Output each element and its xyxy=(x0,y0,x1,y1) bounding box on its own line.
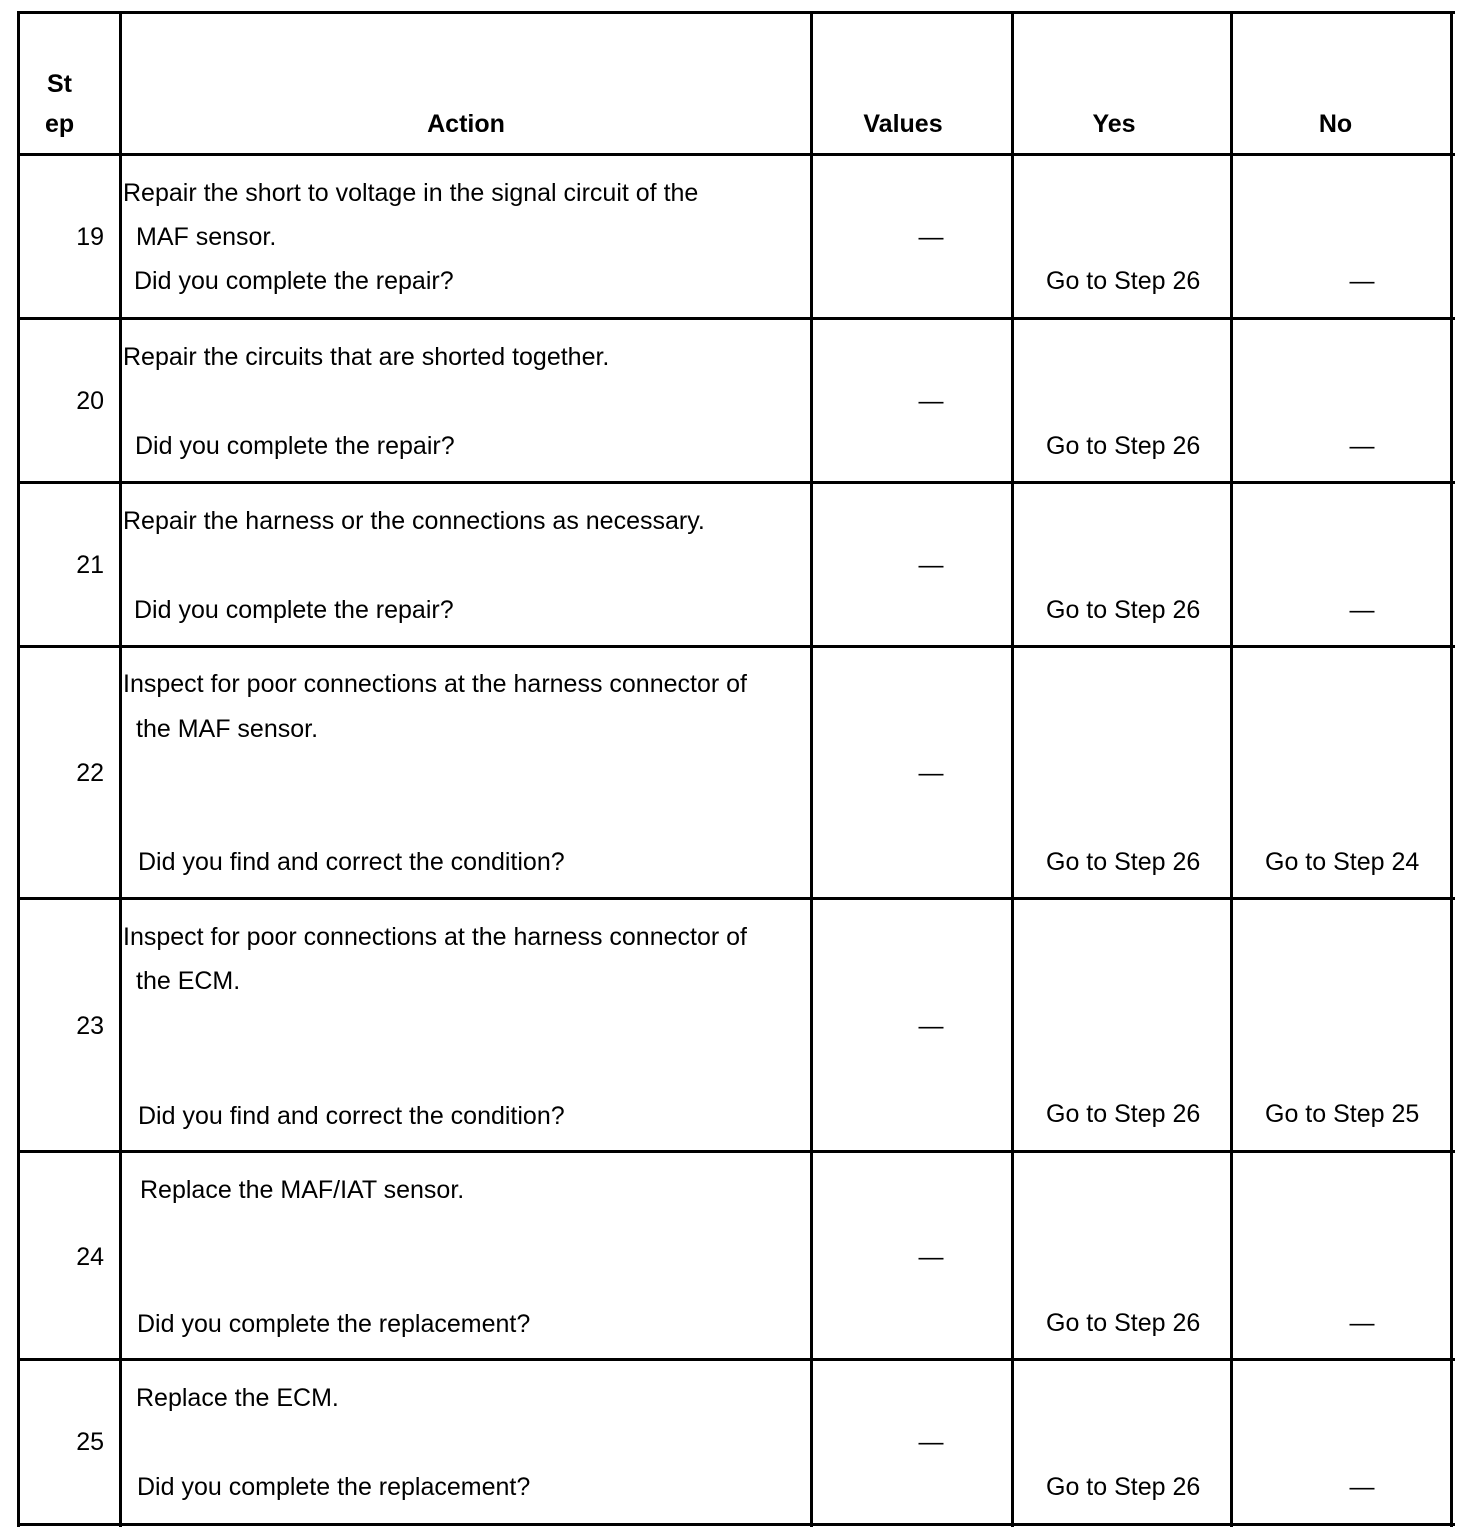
yes-cell: Go to Step 26 xyxy=(1046,1100,1201,1128)
no-cell: — xyxy=(1349,267,1375,295)
action-question: Did you find and correct the condition? xyxy=(138,848,565,876)
table-rule xyxy=(17,317,1455,320)
action-question: Did you complete the repair? xyxy=(135,432,455,460)
values-cell: — xyxy=(918,1012,944,1040)
values-cell: — xyxy=(918,551,944,579)
table-rule xyxy=(17,1358,1455,1361)
header-yes: Yes xyxy=(1092,110,1136,138)
header-values: Values xyxy=(863,110,943,138)
action-question: Did you find and correct the condition? xyxy=(138,1102,565,1130)
action-question: Did you complete the replacement? xyxy=(137,1473,531,1501)
values-cell: — xyxy=(918,1243,944,1271)
table-rule xyxy=(17,897,1455,900)
table-rule xyxy=(1230,11,1233,1527)
no-cell: — xyxy=(1349,1473,1375,1501)
header-no: No xyxy=(1318,110,1353,138)
header-step-line1: St xyxy=(47,70,72,98)
values-cell: — xyxy=(918,223,944,251)
header-action: Action xyxy=(427,110,505,138)
action-text: MAF sensor. xyxy=(136,223,277,251)
values-cell: — xyxy=(918,1428,944,1456)
table-rule xyxy=(119,11,122,1527)
values-cell: — xyxy=(918,387,944,415)
table-rule xyxy=(1011,11,1014,1527)
action-text: the MAF sensor. xyxy=(136,715,319,743)
step-number: 22 xyxy=(76,759,104,787)
table-rule xyxy=(17,153,1455,156)
table-rule xyxy=(17,1523,1455,1526)
action-text: Inspect for poor connections at the harness connector of xyxy=(123,670,747,698)
action-text: Repair the short to voltage in the signal circuit of the xyxy=(123,179,699,207)
step-number: 24 xyxy=(76,1243,104,1271)
action-question: Did you complete the repair? xyxy=(134,596,454,624)
no-cell: Go to Step 25 xyxy=(1265,1100,1420,1128)
action-text: the ECM. xyxy=(136,967,241,995)
table-rule xyxy=(17,481,1455,484)
step-number: 23 xyxy=(76,1012,104,1040)
header-step-line2: ep xyxy=(45,110,75,138)
table-rule xyxy=(810,11,813,1527)
action-text: Repair the harness or the connections as necessary. xyxy=(123,507,705,535)
action-text: Repair the circuits that are shorted together. xyxy=(123,343,610,371)
no-cell: — xyxy=(1349,596,1375,624)
table-rule xyxy=(17,1150,1455,1153)
step-number: 19 xyxy=(76,223,104,251)
action-question: Did you complete the replacement? xyxy=(137,1310,531,1338)
yes-cell: Go to Step 26 xyxy=(1046,596,1201,624)
diagnostic-table xyxy=(17,11,1455,1527)
yes-cell: Go to Step 26 xyxy=(1046,1473,1201,1501)
table-rule xyxy=(17,11,20,1527)
no-cell: — xyxy=(1349,432,1375,460)
values-cell: — xyxy=(918,759,944,787)
no-cell: Go to Step 24 xyxy=(1265,848,1420,876)
no-cell: — xyxy=(1349,1309,1375,1337)
yes-cell: Go to Step 26 xyxy=(1046,267,1201,295)
action-question: Did you complete the repair? xyxy=(134,267,454,295)
step-number: 25 xyxy=(76,1428,104,1456)
yes-cell: Go to Step 26 xyxy=(1046,432,1201,460)
table-rule xyxy=(17,11,1455,14)
table-rule xyxy=(17,645,1455,648)
action-text: Replace the ECM. xyxy=(136,1384,339,1412)
table-rule xyxy=(1450,11,1453,1527)
step-number: 21 xyxy=(76,551,104,579)
action-text: Inspect for poor connections at the harness connector of xyxy=(123,923,747,951)
step-number: 20 xyxy=(76,387,104,415)
yes-cell: Go to Step 26 xyxy=(1046,1309,1201,1337)
yes-cell: Go to Step 26 xyxy=(1046,848,1201,876)
action-text: Replace the MAF/IAT sensor. xyxy=(140,1176,465,1204)
